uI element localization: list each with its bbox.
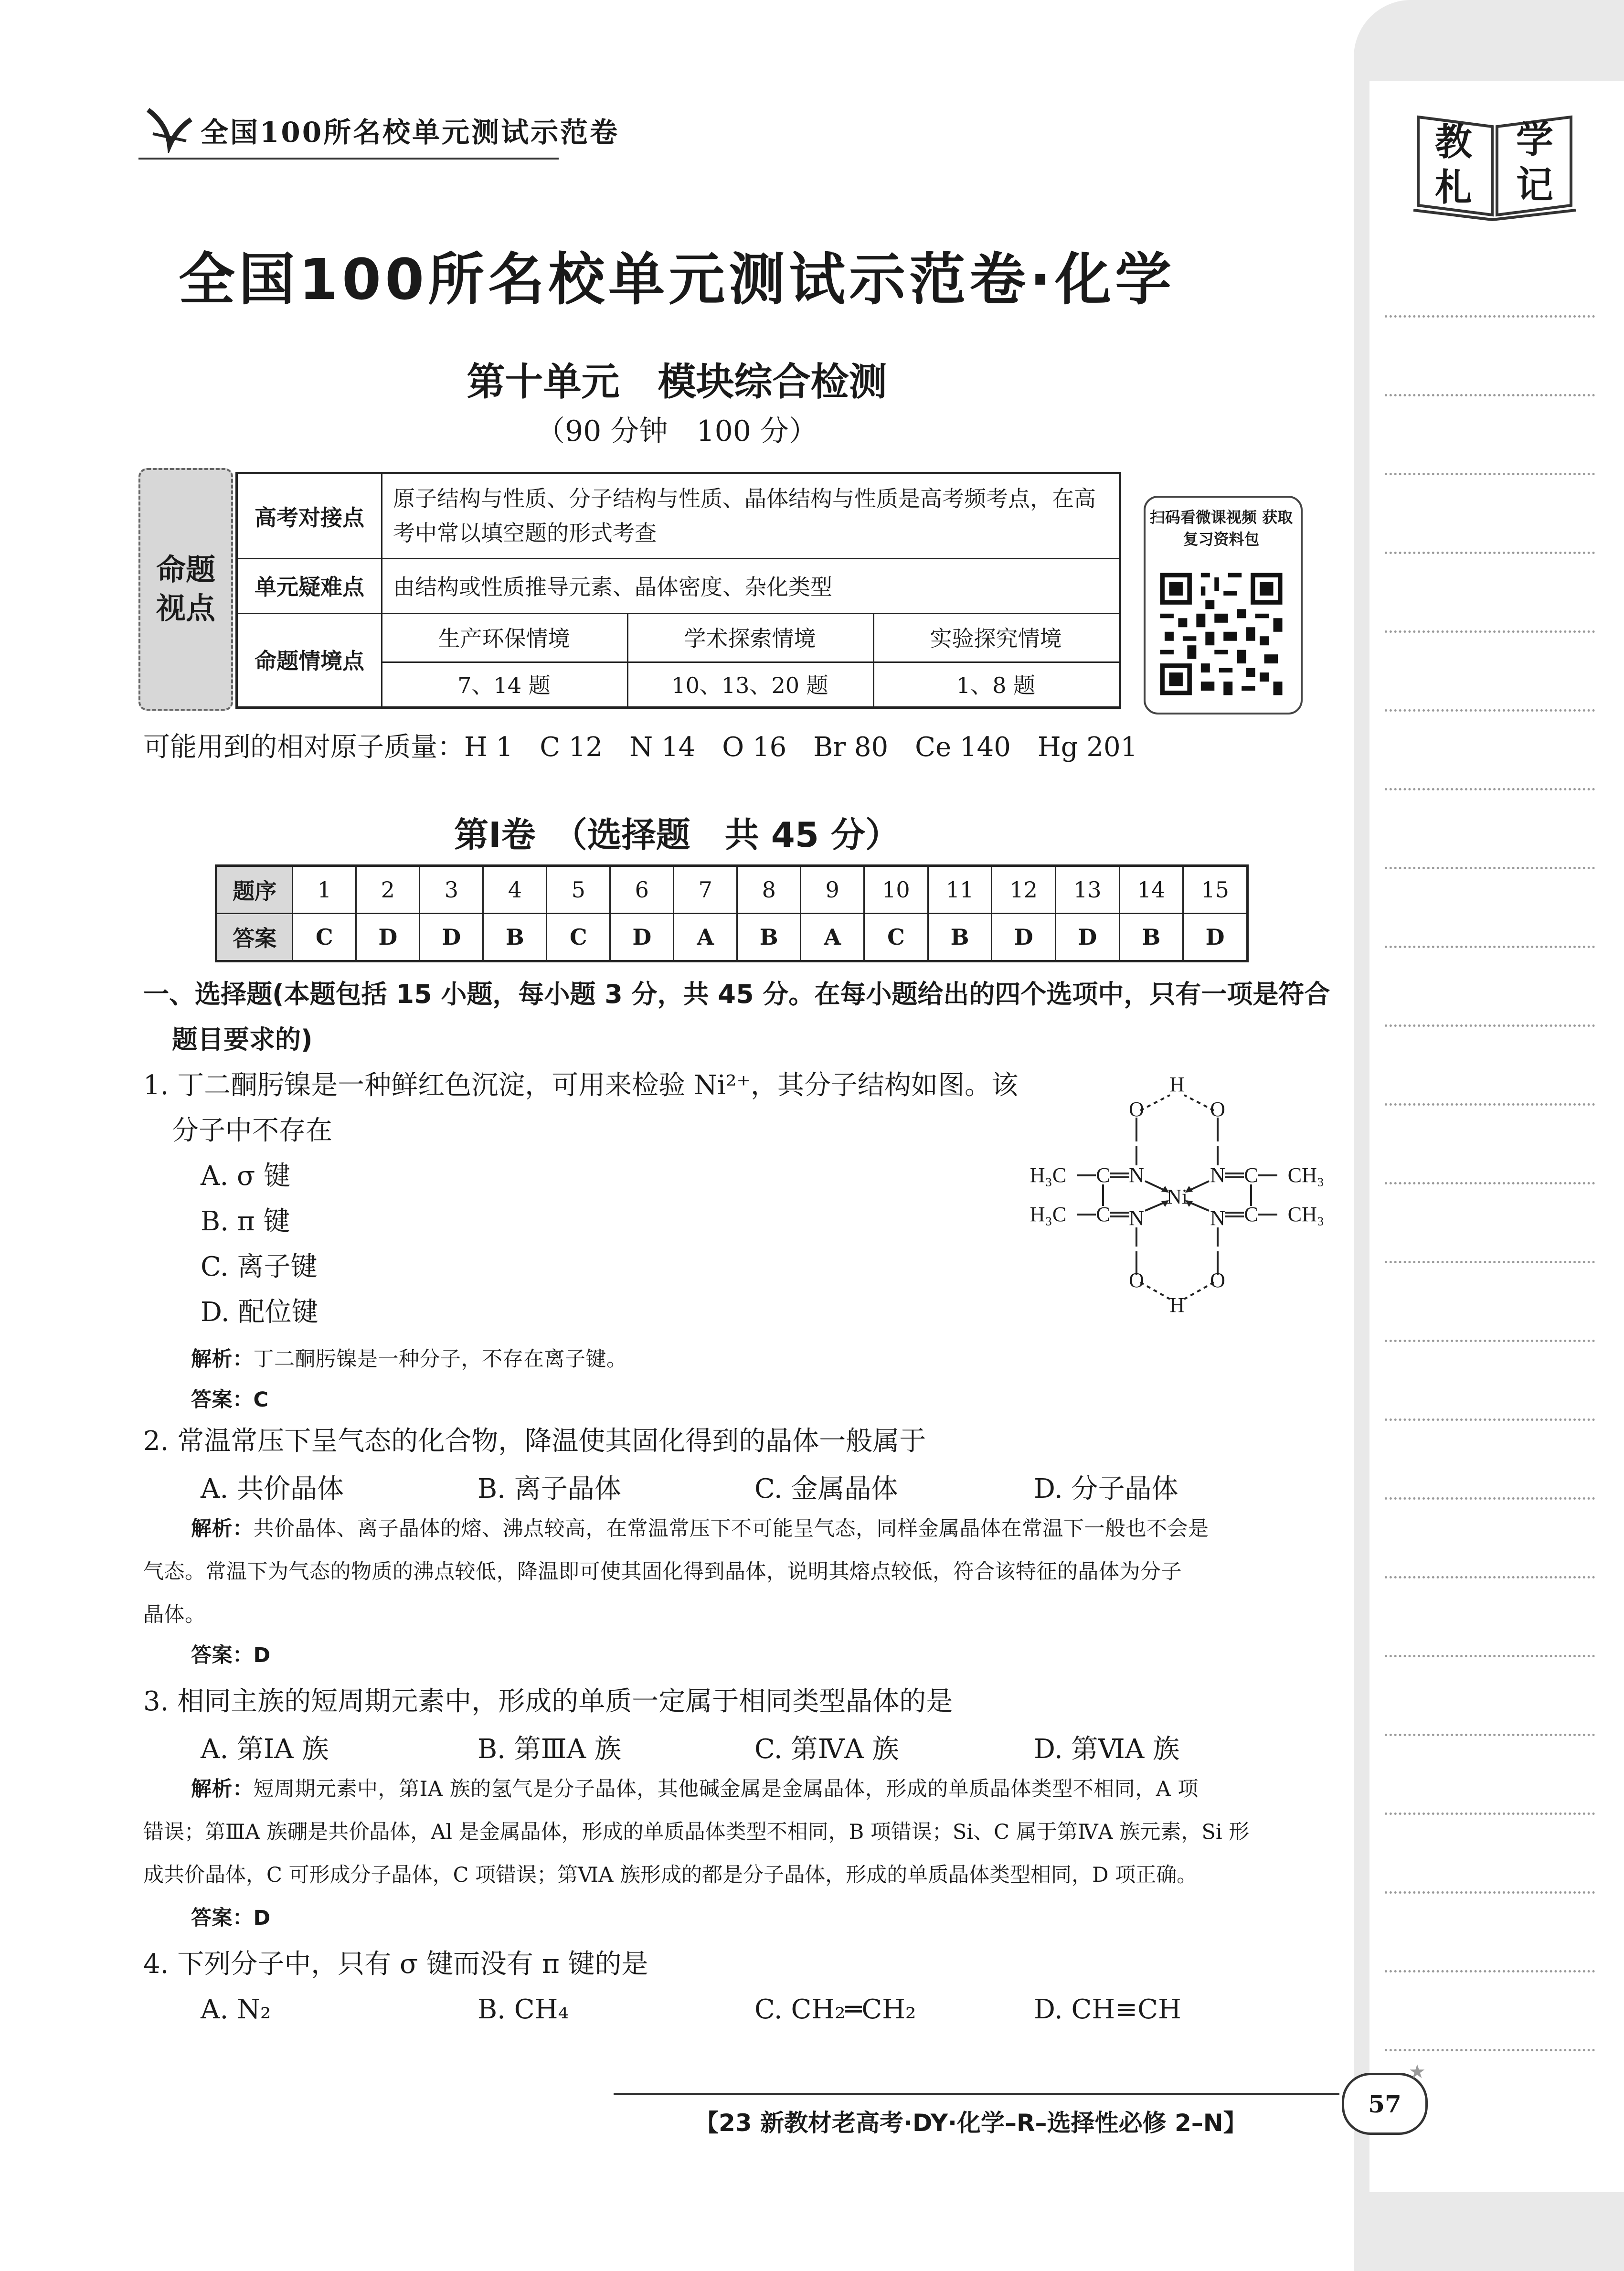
q1-analysis — [191, 1349, 627, 1370]
notes-char-2: 学 — [1516, 118, 1554, 161]
footer-rule — [614, 2093, 1339, 2095]
qr-code-icon[interactable] — [1156, 568, 1287, 700]
note-line — [1385, 630, 1595, 633]
note-line — [1385, 709, 1595, 712]
group-ch3: CH₃ — [1287, 1163, 1325, 1187]
answer-cell: D — [1183, 914, 1248, 961]
q2-option-d[interactable]: D. 分子晶体 — [1034, 1473, 1178, 1504]
group-ch3: CH₃ — [1287, 1203, 1325, 1226]
question-number: 11 — [928, 866, 992, 914]
row2-text: 由结构或性质推导元素、晶体密度、杂化类型 — [393, 574, 832, 600]
q4-stem: 4. 下列分子中，只有 σ 键而没有 π 键的是 — [143, 1949, 648, 1980]
question-number: 5 — [547, 866, 610, 914]
note-line — [1385, 1970, 1595, 1972]
q2-analysis-line1 — [191, 1519, 1209, 1539]
note-line — [1385, 473, 1595, 475]
answer-table — [215, 864, 1249, 962]
q3-analysis-text: 短周期元素中，第ⅠA 族的氢气是分子晶体，其他碱金属是金属晶体，形成的单质晶体类型不相同，A 项 — [253, 1777, 1199, 1801]
q2-analysis-line3: 晶体。 — [143, 1603, 206, 1627]
note-line — [1385, 788, 1595, 790]
answer-table-head-q: 题序 — [216, 866, 293, 914]
q3-analysis-line1 — [191, 1779, 1199, 1800]
instructions-line1: 一、选择题(本题包括 15 小题，每小题 3 分，共 45 分。在每小题给出的四个选项中，只有一项是符合 — [143, 979, 1330, 1009]
atom-c: C — [1244, 1203, 1258, 1226]
q2-analysis-line2: 气态。常温下为气态的物质的沸点较低，降温即可使其固化得到晶体，说明其熔点较低，符合该特征的晶体为分子 — [143, 1560, 1182, 1584]
question-number: 14 — [1119, 866, 1183, 914]
answer-cell: B — [737, 914, 801, 961]
question-number: 13 — [1056, 866, 1120, 914]
note-line — [1385, 867, 1595, 869]
q1-stem-line2: 分子中不存在 — [172, 1115, 332, 1146]
note-line — [1385, 1418, 1595, 1421]
note-line — [1385, 1340, 1595, 1342]
answer-cell: A — [801, 914, 864, 961]
notes-paper — [1369, 81, 1624, 2192]
row2-label: 单元疑难点 — [255, 574, 364, 600]
context-items: 10、13、20 题 — [671, 672, 828, 698]
page-number: 57 — [1342, 2073, 1428, 2135]
note-line — [1385, 1655, 1595, 1657]
q2-option-c[interactable]: C. 金属晶体 — [754, 1473, 898, 1504]
row1-text: 原子结构与性质、分子结构与性质、晶体结构与性质是高考频考点，在高考中常以填空题的形式考查 — [393, 486, 1096, 546]
answer-cell: A — [674, 914, 737, 961]
q4-option-d[interactable]: D. CH≡CH — [1034, 1994, 1181, 2025]
atom-n: N — [1129, 1206, 1144, 1230]
note-line — [1385, 1813, 1595, 1815]
analysis-label: 解析： — [191, 1777, 254, 1801]
series-logo-icon — [143, 100, 196, 153]
atom-c: C — [1096, 1163, 1110, 1187]
q1-analysis-text: 丁二酮肟镍是一种分子，不存在离子键。 — [253, 1347, 627, 1371]
context-items: 1、8 题 — [956, 672, 1036, 698]
q2-option-a[interactable]: A. 共价晶体 — [201, 1473, 344, 1504]
q3-stem: 3. 相同主族的短周期元素中，形成的单质一定属于相同类型晶体的是 — [143, 1686, 953, 1717]
atom-o: O — [1210, 1098, 1225, 1121]
group-h3c: H₃C — [1030, 1203, 1067, 1226]
series-label: 全国100所名校单元测试示范卷 — [201, 116, 620, 149]
row3-label: 命题情境点 — [255, 648, 364, 674]
note-line — [1385, 946, 1595, 948]
atom-o: O — [1210, 1269, 1225, 1292]
notes-char-4: 记 — [1516, 163, 1554, 207]
note-line — [1385, 315, 1595, 318]
question-number: 1 — [293, 866, 356, 914]
analysis-label: 解析： — [191, 1517, 254, 1541]
answer-cell: D — [356, 914, 420, 961]
qr-caption: 扫码看微课视频 获取复习资料包 — [1149, 508, 1293, 549]
answer-cell: C — [864, 914, 928, 961]
note-line — [1385, 394, 1595, 396]
answer-cell: C — [547, 914, 610, 961]
note-line — [1385, 1891, 1595, 1894]
answer-cell: C — [293, 914, 356, 961]
q4-option-b[interactable]: B. CH₄ — [478, 1994, 569, 2025]
q4-option-a[interactable]: A. N₂ — [201, 1994, 271, 2025]
row1-label: 高考对接点 — [255, 504, 364, 531]
question-number: 6 — [610, 866, 674, 914]
info-table — [235, 472, 1121, 709]
q3-analysis-line3: 成共价晶体，C 可形成分子晶体，C 项错误；第ⅥA 族形成的都是分子晶体，形成的单质晶体类型相同，D 项正确。 — [143, 1863, 1198, 1887]
q3-option-a[interactable]: A. 第ⅠA 族 — [201, 1734, 329, 1765]
context-name: 学术探索情境 — [684, 626, 816, 651]
notes-char-1: 教 — [1435, 120, 1473, 164]
analysis-label: 解析： — [191, 1347, 254, 1371]
atom-n: N — [1210, 1206, 1225, 1230]
answer-cell: B — [928, 914, 992, 961]
atom-ni: Ni — [1167, 1185, 1188, 1208]
question-number: 12 — [992, 866, 1056, 914]
question-number: 4 — [483, 866, 547, 914]
answer-cell: B — [1119, 914, 1183, 961]
unit-title: 第十单元 模块综合检测 — [467, 359, 887, 404]
q3-analysis-line2: 错误；第ⅢA 族硼是共价晶体，Al 是金属晶体，形成的单质晶体类型不相同，B 项错误；Si、C 属于第ⅣA 族元素，Si 形 — [143, 1820, 1250, 1844]
answer-cell: D — [1056, 914, 1120, 961]
atom-o: O — [1129, 1098, 1144, 1121]
notes-char-3: 札 — [1435, 166, 1473, 209]
q1-answer: 答案：C — [191, 1388, 269, 1412]
note-line — [1385, 552, 1595, 554]
q3-option-d[interactable]: D. 第ⅥA 族 — [1034, 1734, 1180, 1765]
atom-n: N — [1129, 1163, 1144, 1187]
group-h3c: H₃C — [1030, 1163, 1067, 1187]
note-line — [1385, 2049, 1595, 2051]
header-rule — [138, 158, 559, 160]
question-number: 7 — [674, 866, 737, 914]
q1-option-a[interactable]: A. σ 键 — [201, 1161, 291, 1192]
atom-c: C — [1096, 1203, 1110, 1226]
question-number: 2 — [356, 866, 420, 914]
context-items: 7、14 题 — [457, 672, 551, 698]
answer-cell: D — [610, 914, 674, 961]
atomic-masses: 可能用到的相对原子质量：H 1 C 12 N 14 O 16 Br 80 Ce 140 Hg 201 — [143, 732, 1138, 763]
q2-answer: 答案：D — [191, 1643, 271, 1667]
section-title: 第Ⅰ卷 （选择题 共 45 分） — [454, 815, 900, 855]
footer-code: 【23 新教材老高考·DY·化学–R–选择性必修 2–N】 — [695, 2109, 1247, 2137]
atom-h-bottom: H — [1169, 1293, 1185, 1317]
q1-option-c[interactable]: C. 离子键 — [201, 1251, 318, 1282]
star-icon: ★ — [1409, 2061, 1426, 2083]
atom-c: C — [1244, 1163, 1258, 1187]
page-title: 全国100所名校单元测试示范卷·化学 — [178, 246, 1176, 312]
context-name: 实验探究情境 — [930, 626, 1062, 651]
note-line — [1385, 1024, 1595, 1027]
q2-option-b[interactable]: B. 离子晶体 — [478, 1473, 621, 1504]
q1-option-b[interactable]: B. π 键 — [201, 1206, 290, 1237]
note-line — [1385, 1576, 1595, 1578]
nickel-dimethylglyoximate-structure — [1017, 1063, 1351, 1321]
note-line — [1385, 1182, 1595, 1184]
question-number: 15 — [1183, 866, 1248, 914]
note-line — [1385, 1734, 1595, 1736]
q1-stem-line1: 1. 丁二酮肟镍是一种鲜红色沉淀，可用来检验 Ni²⁺，其分子结构如图。该 — [143, 1070, 1018, 1101]
exam-time: （90 分钟 100 分） — [536, 415, 817, 448]
question-number: 10 — [864, 866, 928, 914]
q1-option-d[interactable]: D. 配位键 — [201, 1297, 318, 1328]
atom-n: N — [1210, 1163, 1225, 1187]
question-number: 9 — [801, 866, 864, 914]
note-line — [1385, 1261, 1595, 1263]
answer-cell: D — [420, 914, 483, 961]
answer-table-head-a: 答案 — [216, 914, 293, 961]
q4-option-c[interactable]: C. CH₂═CH₂ — [754, 1994, 916, 2025]
note-line — [1385, 1103, 1595, 1106]
question-number: 3 — [420, 866, 483, 914]
side-tag-label: 命题视点 — [156, 552, 215, 626]
q3-option-b[interactable]: B. 第ⅢA 族 — [478, 1734, 621, 1765]
q2-analysis-text: 共价晶体、离子晶体的熔、沸点较高，在常温常压下不可能呈气态，同样金属晶体在常温下一般也不会是 — [253, 1517, 1209, 1541]
instructions-line2: 题目要求的) — [172, 1024, 313, 1055]
note-line — [1385, 1497, 1595, 1500]
answer-cell: B — [483, 914, 547, 961]
atom-h-top: H — [1169, 1073, 1185, 1096]
q3-option-c[interactable]: C. 第ⅣA 族 — [754, 1734, 899, 1765]
side-tag — [138, 468, 233, 711]
answer-cell: D — [992, 914, 1056, 961]
question-number: 8 — [737, 866, 801, 914]
q3-answer: 答案：D — [191, 1906, 271, 1930]
context-name: 生产环保情境 — [438, 626, 570, 651]
atom-o: O — [1129, 1269, 1144, 1292]
q2-stem: 2. 常温常压下呈气态的化合物，降温使其固化得到的晶体一般属于 — [143, 1426, 926, 1457]
